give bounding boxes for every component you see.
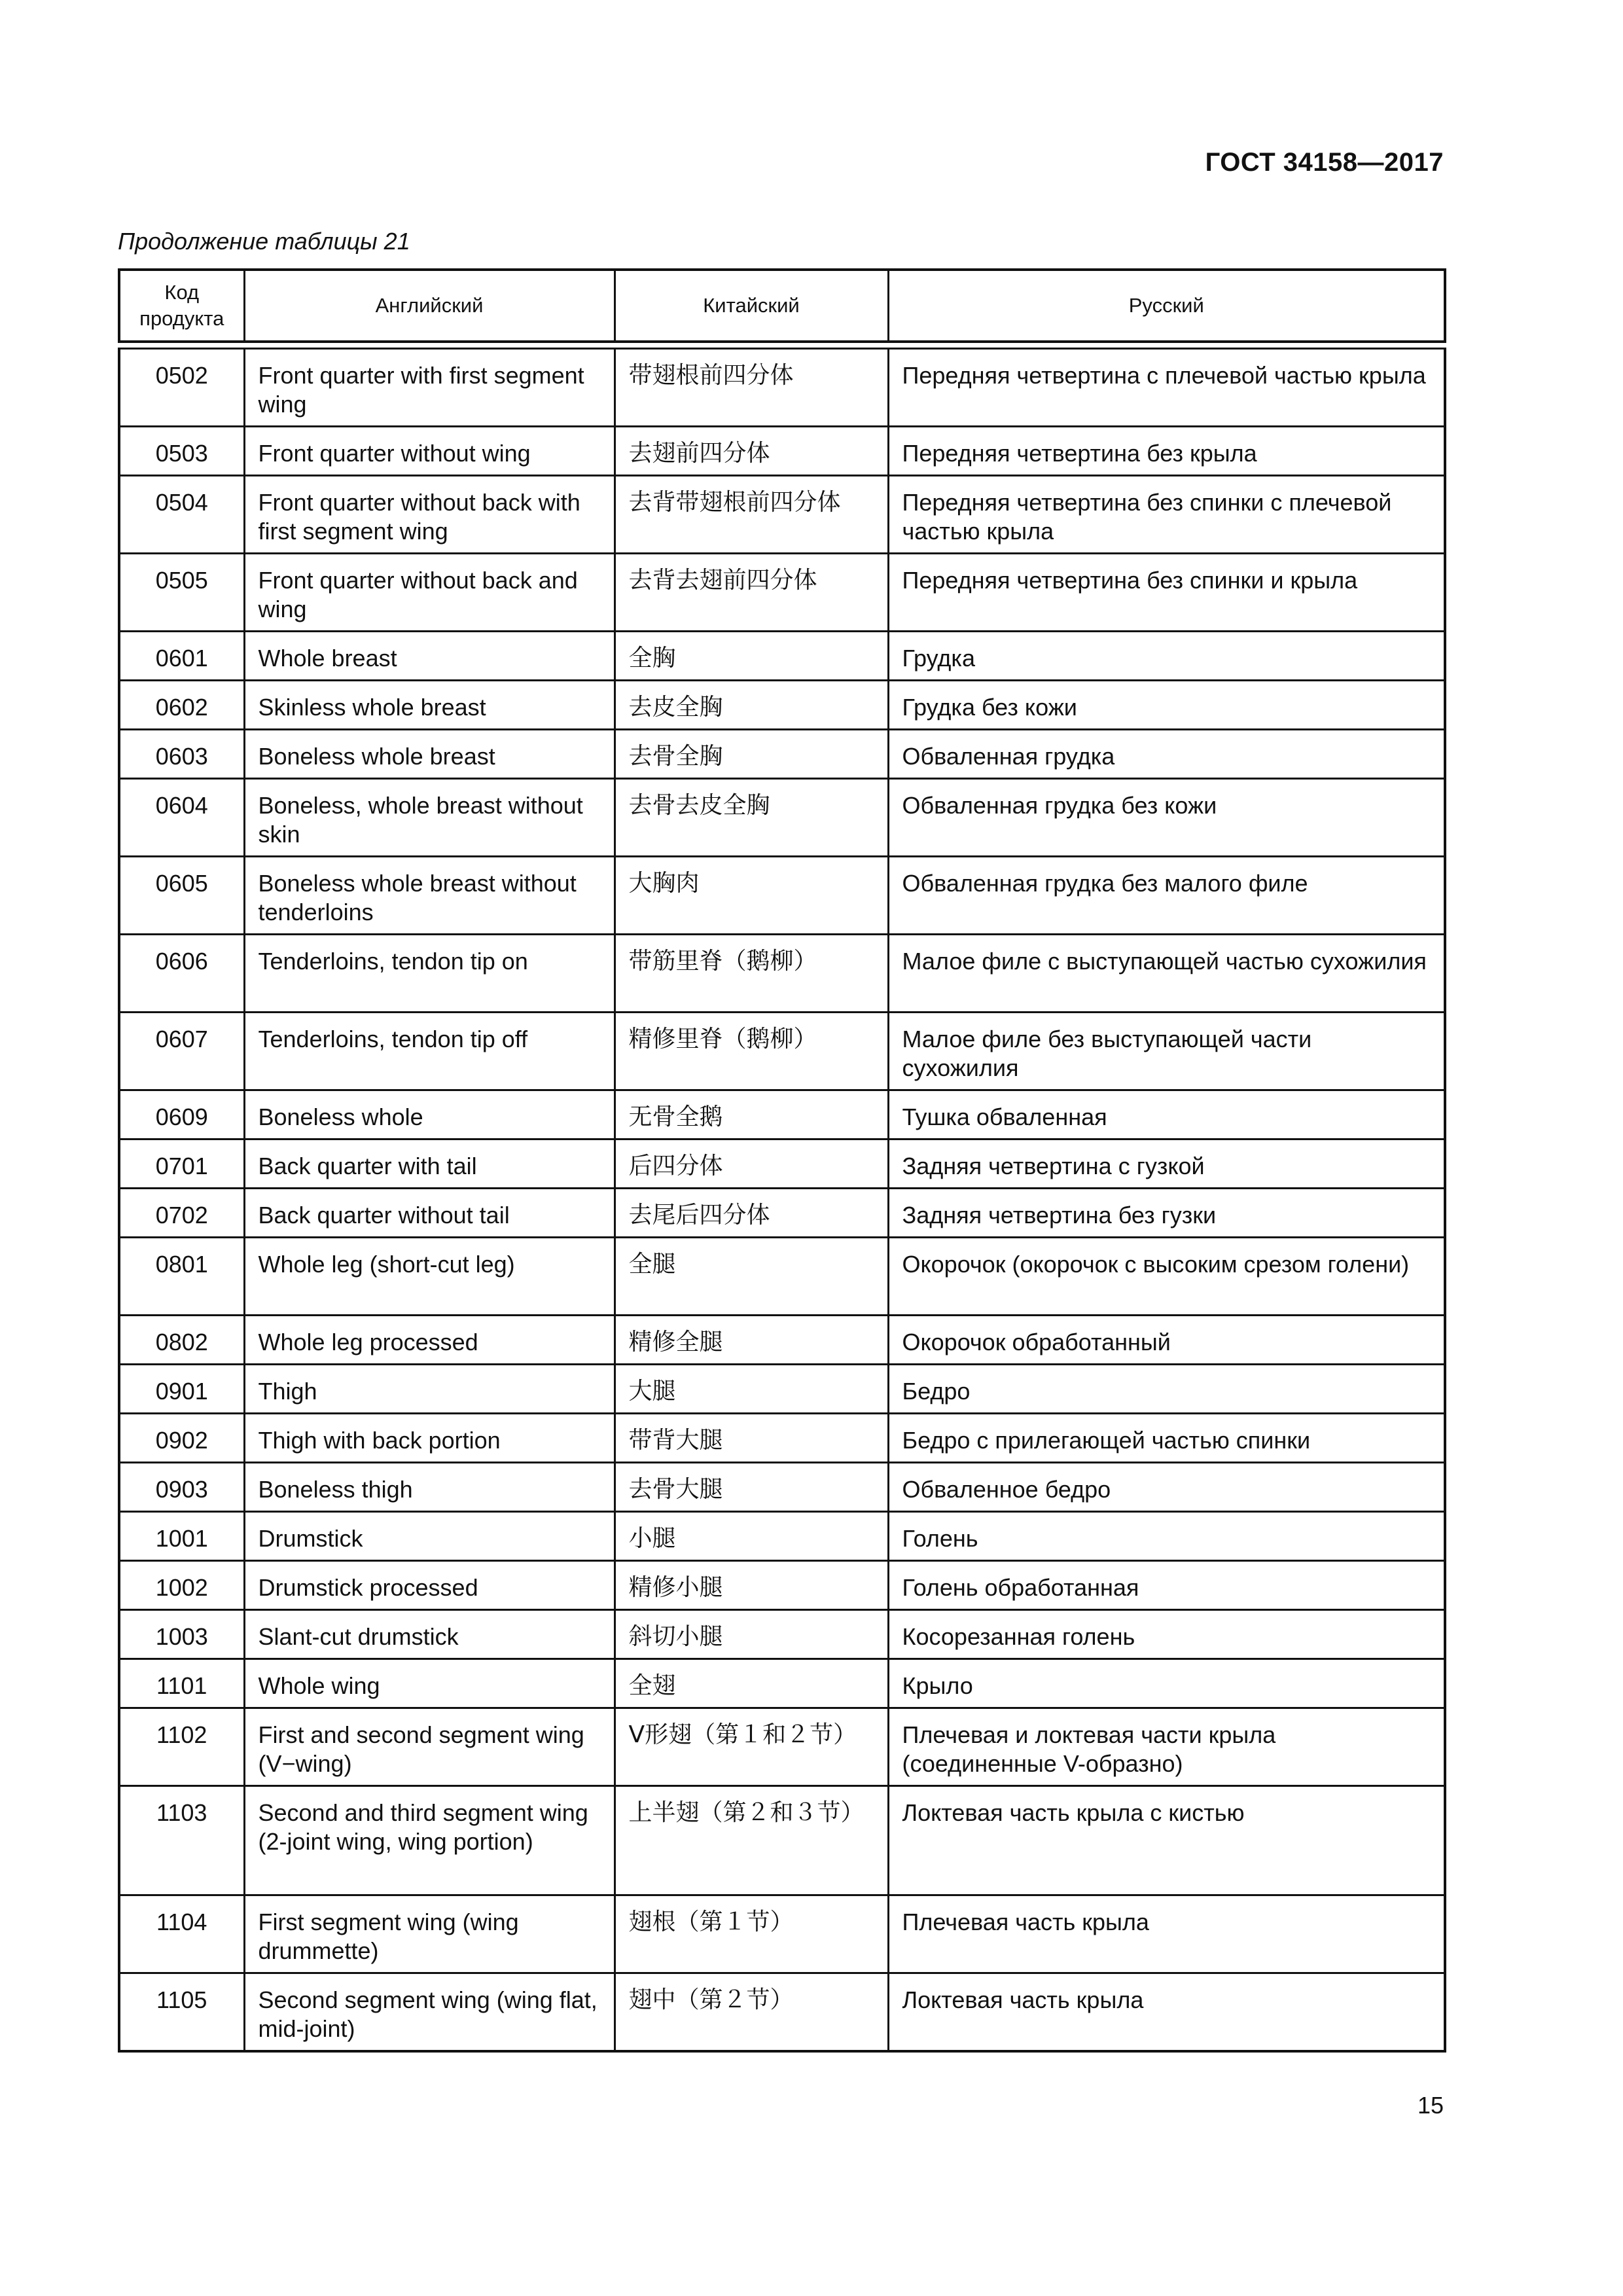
table-row [119,1973,1445,2052]
cell-chinese: 精修全腿 [615,1316,888,1365]
cell-chinese: 大胸肉 [615,857,888,935]
cell-russian: Малое филе с выступающей частью сухожилия [888,935,1445,1013]
cell-chinese: 翅中（第２节） [615,1973,888,2052]
cell-code: 0902 [119,1414,244,1463]
cell-russian: Косорезанная голень [888,1610,1445,1659]
cell-english: Front quarter without wing [244,427,615,476]
cell-chinese: 带背大腿 [615,1414,888,1463]
cell-russian: Тушка обваленная [888,1090,1445,1139]
column-header-russian: Русский [888,270,1445,342]
cell-code: 0504 [119,476,244,554]
cell-russian: Крыло [888,1659,1445,1708]
cell-russian: Окорочок (окорочок с высоким срезом голени) [888,1238,1445,1316]
cell-english: Boneless whole breast [244,730,615,779]
table-row [119,1463,1445,1512]
cell-code: 0802 [119,1316,244,1365]
cell-chinese: 去背带翅根前四分体 [615,476,888,554]
product-table [118,268,1444,2053]
cell-english: Second and third segment wing (2-joint wing, wing portion) [244,1786,615,1895]
cell-english: Drumstick processed [244,1561,615,1610]
cell-chinese: 精修小腿 [615,1561,888,1610]
cell-code: 0606 [119,935,244,1013]
cell-code: 0605 [119,857,244,935]
cell-chinese: 全翅 [615,1659,888,1708]
header-row [119,270,1445,342]
cell-code: 0603 [119,730,244,779]
table-header [118,268,1446,343]
cell-russian: Задняя четвертина с гузкой [888,1139,1445,1189]
cell-russian: Обваленная грудка без кожи [888,779,1445,857]
cell-chinese: 去骨去皮全胸 [615,779,888,857]
cell-chinese: 全胸 [615,632,888,681]
table-row [119,1659,1445,1708]
cell-english: Second segment wing (wing flat, mid-joint) [244,1973,615,2052]
cell-russian: Бедро с прилегающей частью спинки [888,1414,1445,1463]
cell-code: 0601 [119,632,244,681]
cell-russian: Окорочок обработанный [888,1316,1445,1365]
cell-chinese: 上半翅（第２和３节） [615,1786,888,1895]
column-header-english: Английский [244,270,615,342]
cell-chinese: 后四分体 [615,1139,888,1189]
cell-russian: Обваленная грудка без малого филе [888,857,1445,935]
table-row [119,1895,1445,1973]
cell-english: Skinless whole breast [244,681,615,730]
cell-russian: Грудка без кожи [888,681,1445,730]
table-row [119,1013,1445,1090]
cell-russian: Передняя четвертина без крыла [888,427,1445,476]
table-row [119,1512,1445,1561]
cell-english: Whole leg (short-cut leg) [244,1238,615,1316]
cell-russian: Обваленное бедро [888,1463,1445,1512]
table-row [119,1365,1445,1414]
table-row [119,1708,1445,1786]
cell-code: 1104 [119,1895,244,1973]
table-body [118,348,1446,2053]
cell-chinese: 去皮全胸 [615,681,888,730]
cell-english: Slant-cut drumstick [244,1610,615,1659]
cell-english: Drumstick [244,1512,615,1561]
cell-code: 0901 [119,1365,244,1414]
cell-code: 0607 [119,1013,244,1090]
cell-chinese: 精修里脊（鹅柳） [615,1013,888,1090]
cell-english: Whole leg processed [244,1316,615,1365]
cell-english: Boneless thigh [244,1463,615,1512]
cell-english: Tenderloins, tendon tip off [244,1013,615,1090]
cell-chinese: 去尾后四分体 [615,1189,888,1238]
cell-chinese: 去骨全胸 [615,730,888,779]
cell-code: 1003 [119,1610,244,1659]
cell-chinese: 去背去翅前四分体 [615,554,888,632]
cell-english: Thigh with back portion [244,1414,615,1463]
cell-russian: Обваленная грудка [888,730,1445,779]
cell-code: 0702 [119,1189,244,1238]
cell-chinese: 带筋里脊（鹅柳） [615,935,888,1013]
cell-english: Whole breast [244,632,615,681]
cell-english: Boneless, whole breast without skin [244,779,615,857]
cell-english: Front quarter without back with first segment wing [244,476,615,554]
cell-english: Back quarter without tail [244,1189,615,1238]
cell-english: Tenderloins, tendon tip on [244,935,615,1013]
column-header-code: Код продукта [119,270,244,342]
cell-code: 1105 [119,1973,244,2052]
table-row [119,1610,1445,1659]
table-row [119,1189,1445,1238]
cell-russian: Голень [888,1512,1445,1561]
table-row [119,427,1445,476]
cell-english: First and second segment wing (V−wing) [244,1708,615,1786]
table-row [119,1786,1445,1895]
cell-english: Thigh [244,1365,615,1414]
cell-chinese: 去骨大腿 [615,1463,888,1512]
table-row [119,632,1445,681]
cell-code: 0602 [119,681,244,730]
cell-english: Back quarter with tail [244,1139,615,1189]
cell-chinese: 带翅根前四分体 [615,349,888,427]
table-row [119,1316,1445,1365]
cell-russian: Передняя четвертина без спинки и крыла [888,554,1445,632]
table-row [119,730,1445,779]
cell-code: 1101 [119,1659,244,1708]
cell-english: First segment wing (wing drummette) [244,1895,615,1973]
cell-chinese: 翅根（第１节） [615,1895,888,1973]
cell-code: 0609 [119,1090,244,1139]
cell-code: 0503 [119,427,244,476]
document-code: ГОСТ 34158—2017 [1205,148,1444,177]
table-row [119,476,1445,554]
cell-code: 0505 [119,554,244,632]
column-header-chinese: Китайский [615,270,888,342]
table-row [119,1139,1445,1189]
cell-russian: Передняя четвертина с плечевой частью крыла [888,349,1445,427]
table-row [119,1561,1445,1610]
cell-chinese: V形翅（第１和２节） [615,1708,888,1786]
cell-russian: Бедро [888,1365,1445,1414]
cell-russian: Передняя четвертина без спинки с плечевой частью крыла [888,476,1445,554]
cell-english: Boneless whole breast without tenderloins [244,857,615,935]
page-number: 15 [1417,2092,1444,2119]
cell-russian: Голень обработанная [888,1561,1445,1610]
cell-code: 1001 [119,1512,244,1561]
table-row [119,681,1445,730]
cell-russian: Задняя четвертина без гузки [888,1189,1445,1238]
cell-code: 0502 [119,349,244,427]
table-row [119,1414,1445,1463]
cell-russian: Грудка [888,632,1445,681]
cell-code: 1103 [119,1786,244,1895]
cell-chinese: 斜切小腿 [615,1610,888,1659]
cell-code: 1102 [119,1708,244,1786]
cell-code: 0801 [119,1238,244,1316]
table-row [119,554,1445,632]
cell-russian: Локтевая часть крыла [888,1973,1445,2052]
table-row [119,935,1445,1013]
cell-russian: Плечевая и локтевая части крыла (соединенные V-образно) [888,1708,1445,1786]
cell-russian: Локтевая часть крыла с кистью [888,1786,1445,1895]
cell-english: Whole wing [244,1659,615,1708]
cell-chinese: 小腿 [615,1512,888,1561]
table-row [119,349,1445,427]
table-row [119,779,1445,857]
table-row [119,1238,1445,1316]
cell-russian: Малое филе без выступающей части сухожилия [888,1013,1445,1090]
cell-chinese: 无骨全鹅 [615,1090,888,1139]
cell-english: Front quarter with first segment wing [244,349,615,427]
cell-chinese: 全腿 [615,1238,888,1316]
cell-russian: Плечевая часть крыла [888,1895,1445,1973]
table-row [119,857,1445,935]
cell-english: Front quarter without back and wing [244,554,615,632]
cell-chinese: 去翅前四分体 [615,427,888,476]
table-row [119,1090,1445,1139]
cell-english: Boneless whole [244,1090,615,1139]
cell-code: 1002 [119,1561,244,1610]
table-caption: Продолжение таблицы 21 [118,228,410,255]
cell-code: 0604 [119,779,244,857]
cell-chinese: 大腿 [615,1365,888,1414]
cell-code: 0903 [119,1463,244,1512]
cell-code: 0701 [119,1139,244,1189]
